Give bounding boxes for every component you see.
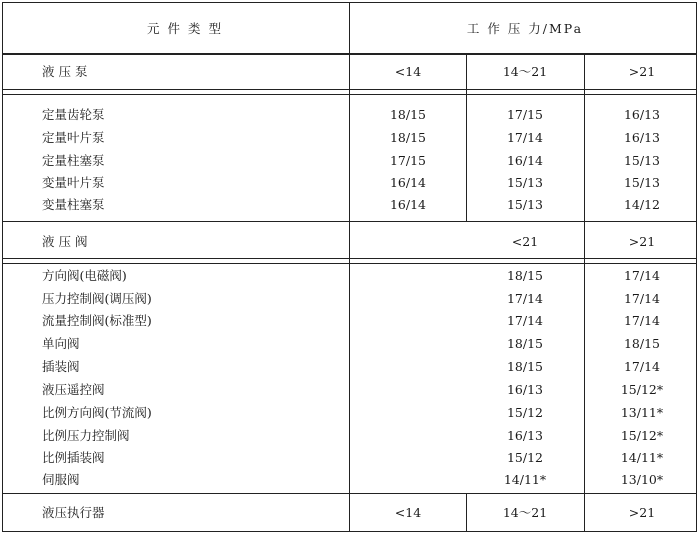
- valve-cell: 15/12*: [620, 382, 664, 397]
- pump-row-name: 定量柱塞泵: [42, 153, 105, 168]
- rule-col3-pumps: [584, 53, 585, 222]
- valve-cell: 18/15: [506, 268, 544, 283]
- valve-range-1: <21: [511, 234, 539, 249]
- rule-col2-act: [466, 493, 467, 532]
- pump-row-name: 变量柱塞泵: [42, 197, 105, 212]
- pump-range-1: <14: [394, 64, 422, 79]
- pump-cell: 14/12: [623, 197, 661, 212]
- pump-row-name: 定量齿轮泵: [42, 107, 105, 122]
- pump-cell: 18/15: [389, 130, 427, 145]
- pump-cell: 18/15: [389, 107, 427, 122]
- valve-row-name: 伺服阀: [42, 472, 80, 487]
- valve-row-name: 单向阀: [42, 336, 80, 351]
- valve-row-name: 插装阀: [42, 359, 80, 374]
- valve-row-name: 流量控制阀(标准型): [42, 313, 152, 328]
- rule-col3-act: [584, 493, 585, 532]
- valve-cell: 17/14: [506, 291, 544, 306]
- header-working-pressure: 工 作 压 力/MPa: [466, 21, 584, 36]
- valve-cell: 17/14: [506, 313, 544, 328]
- valve-cell: 18/15: [623, 336, 661, 351]
- valve-cell: 15/12: [506, 405, 544, 420]
- valve-cell: 17/14: [623, 313, 661, 328]
- actuator-range-2: 14～21: [502, 505, 548, 520]
- pump-cell: 16/14: [506, 153, 544, 168]
- pump-cell: 15/13: [506, 197, 544, 212]
- rule-right: [696, 2, 697, 532]
- section-title-valves: 液 压 阀: [42, 234, 88, 249]
- valve-cell: 14/11*: [503, 472, 547, 487]
- pump-cell: 16/13: [623, 130, 661, 145]
- valve-cell: 13/11*: [620, 405, 664, 420]
- valve-cell: 17/14: [623, 268, 661, 283]
- pump-cell: 16/14: [389, 175, 427, 190]
- pump-range-2: 14～21: [502, 64, 548, 79]
- rule-col3-valves: [584, 221, 585, 494]
- valve-cell: 17/14: [623, 291, 661, 306]
- section-title-pumps: 液 压 泵: [42, 64, 88, 79]
- pump-cell: 17/15: [506, 107, 544, 122]
- pump-cell: 17/14: [506, 130, 544, 145]
- section-title-actuators: 液压执行器: [42, 505, 105, 520]
- valve-cell: 15/12: [506, 450, 544, 465]
- valve-cell: 14/11*: [620, 450, 664, 465]
- header-element-type: 元 件 类 型: [147, 21, 223, 36]
- rule-left: [2, 2, 3, 532]
- pump-row-name: 定量叶片泵: [42, 130, 105, 145]
- valve-cell: 16/13: [506, 428, 544, 443]
- pump-range-3: >21: [628, 64, 656, 79]
- valve-row-name: 比例压力控制阀: [42, 428, 130, 443]
- pump-cell: 15/13: [506, 175, 544, 190]
- actuator-range-3: >21: [628, 505, 656, 520]
- pump-cell: 15/13: [623, 175, 661, 190]
- valve-cell: 16/13: [506, 382, 544, 397]
- pump-cell: 16/14: [389, 197, 427, 212]
- valve-cell: 18/15: [506, 336, 544, 351]
- pump-cell: 17/15: [389, 153, 427, 168]
- valve-cell: 18/15: [506, 359, 544, 374]
- rule-col2-pumps: [466, 53, 467, 222]
- valve-cell: 17/14: [623, 359, 661, 374]
- rule-col1: [349, 2, 350, 532]
- valve-cell: 13/10*: [620, 472, 664, 487]
- actuator-range-1: <14: [394, 505, 422, 520]
- pump-row-name: 变量叶片泵: [42, 175, 105, 190]
- valve-row-name: 比例方向阀(节流阀): [42, 405, 152, 420]
- valve-row-name: 液压遥控阀: [42, 382, 105, 397]
- pump-cell: 15/13: [623, 153, 661, 168]
- valve-row-name: 比例插装阀: [42, 450, 105, 465]
- valve-cell: 15/12*: [620, 428, 664, 443]
- valve-row-name: 压力控制阀(调压阀): [42, 291, 152, 306]
- valve-row-name: 方向阀(电磁阀): [42, 268, 127, 283]
- pump-cell: 16/13: [623, 107, 661, 122]
- valve-range-2: >21: [628, 234, 656, 249]
